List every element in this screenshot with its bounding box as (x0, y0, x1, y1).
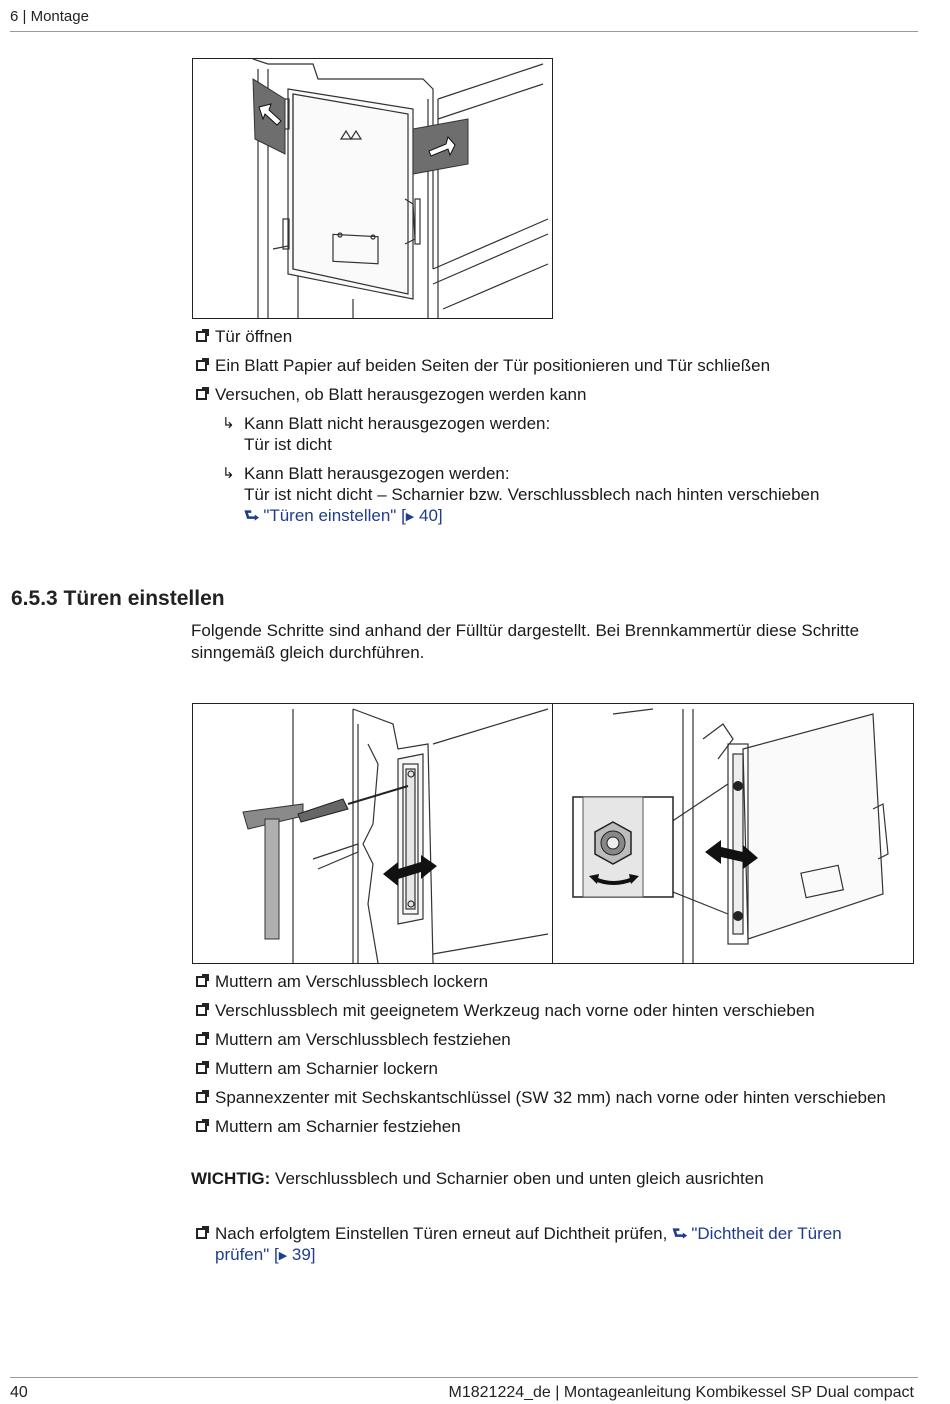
result-arrow-icon: ↳ (222, 415, 235, 432)
page-number: 40 (10, 1384, 28, 1401)
step-item: Muttern am Scharnier lockern (196, 1058, 896, 1079)
document-title: M1821224_de | Montageanleitung Kombikessel SP Dual compact (448, 1384, 914, 1401)
step-item: Tür öffnen (196, 326, 819, 347)
step-item: Nach erfolgtem Einstellen Türen erneut auf Dichtheit prüfen, ⮑ "Dichtheit der Türen prüfen" [▶ 39] (196, 1223, 896, 1268)
step-item: Muttern am Scharnier festziehen (196, 1116, 896, 1137)
cross-reference-link[interactable]: ⮑ "Dichtheit der Türen prüfen" [▶ 39] (215, 1224, 842, 1264)
page-triangle-icon: ▶ (278, 1250, 288, 1262)
page-triangle-icon: ▶ (405, 511, 415, 523)
checkbox-icon (196, 331, 207, 342)
checkbox-icon (196, 1005, 207, 1016)
cross-reference-link[interactable]: ⮑ "Türen einstellen" [▶ 40] (244, 506, 443, 525)
step-item: Muttern am Verschlussblech festziehen (196, 1029, 896, 1050)
final-steps (196, 1223, 896, 1276)
checkbox-icon (196, 1034, 207, 1045)
checkbox-icon (196, 360, 207, 371)
result-item: ↳ Kann Blatt nicht herausgezogen werden: Tür ist dicht (222, 414, 551, 454)
step-item: Ein Blatt Papier auf beiden Seiten der Tür positionieren und Tür schließen (196, 355, 819, 376)
section-title: 6.5.3 Türen einstellen (11, 587, 225, 610)
checkbox-icon (196, 976, 207, 987)
adjust-steps (196, 971, 896, 1145)
step-item: Verschlussblech mit geeignetem Werkzeug nach vorne oder hinten verschieben (196, 1000, 896, 1021)
result-arrow-icon: ↳ (222, 465, 235, 482)
checkbox-icon (196, 1228, 207, 1239)
step-item: Versuchen, ob Blatt herausgezogen werden kann (196, 384, 819, 405)
check-steps (196, 326, 819, 537)
important-note: WICHTIG: Verschlussblech und Scharnier oben und unten gleich ausrichten (191, 1169, 764, 1188)
checkbox-icon (196, 1121, 207, 1132)
checkbox-icon (196, 1063, 207, 1074)
page-footer (10, 1377, 918, 1401)
reference-arrow-icon: ⮑ (244, 506, 260, 525)
door-adjustment-illustration (192, 703, 914, 964)
door-paper-illustration (192, 58, 553, 319)
page-header (10, 8, 918, 32)
result-item: ↳ Kann Blatt herausgezogen werden: Tür ist nicht dicht – Scharnier bzw. Verschlussblech nach hinten verschieben ⮑ "Türen einstellen" [▶ 40] (222, 463, 819, 529)
checkbox-icon (196, 389, 207, 400)
step-item: Muttern am Verschlussblech lockern (196, 971, 896, 992)
step-item: Spannexzenter mit Sechskantschlüssel (SW 32 mm) nach vorne oder hinten verschieben (196, 1087, 896, 1108)
checkbox-icon (196, 1092, 207, 1103)
section-intro: Folgende Schritte sind anhand der Fülltür dargestellt. Bei Brennkammertür diese Schritte sinngemäß gleich durchführen. (191, 621, 860, 662)
reference-arrow-icon: ⮑ (672, 1224, 688, 1243)
section-label: 6 | Montage (10, 8, 89, 25)
